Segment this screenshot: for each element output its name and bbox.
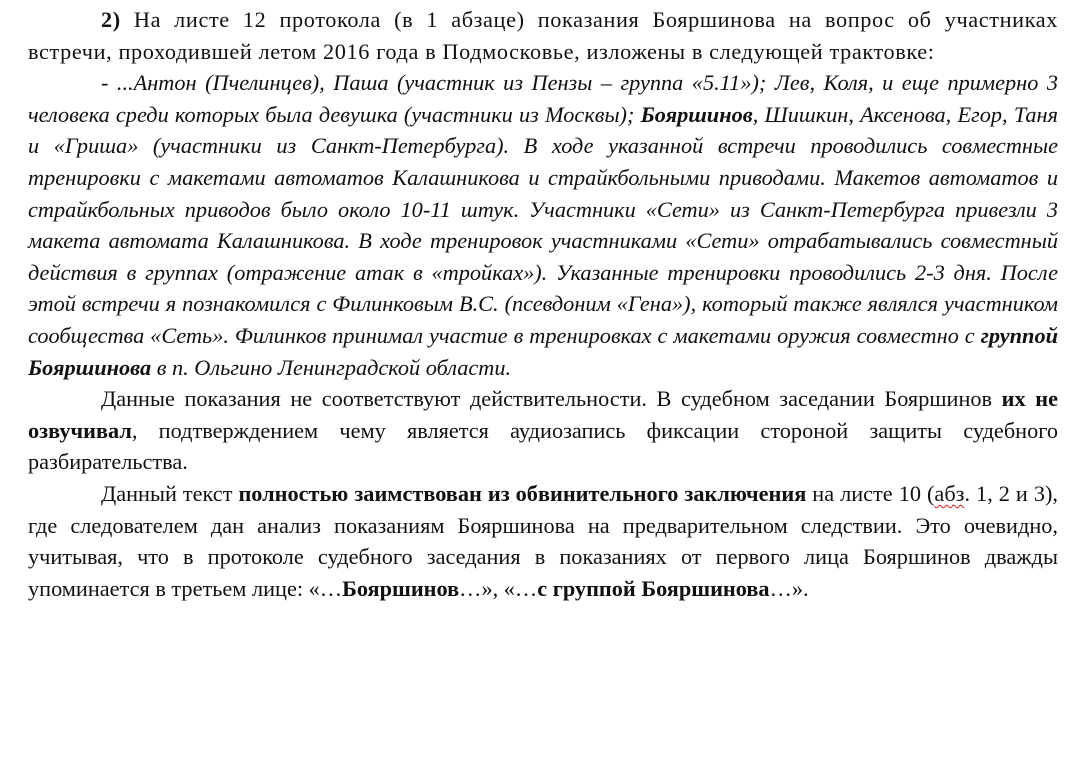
paragraph-2-part-1: Данные показания не соответствуют действительности. В судебном заседании Бояршинов xyxy=(101,386,1002,412)
quote-part-3: в п. Ольгино Ленинградской области. xyxy=(151,354,512,380)
paragraph-3-part-2: на листе 10 ( xyxy=(806,480,935,506)
paragraph-3-part-3: . 1, 2 и 3), где следователем дан анализ показаниям Бояршинова на предварительном следствии. Это очевидно, учитывая, что в протоколе судебного заседания в показаниях от первого лица Бояршинов дважды упоминается в третьем лице: «… xyxy=(28,480,1059,601)
quote-part-1: - ...Антон (Пчелинцев), Паша (участник из Пензы – группа «5.11»); Лев, Коля, и еще примерно 3 человека среди которых была девушка (участники из Москвы); xyxy=(28,70,1058,127)
paragraph-2-bold: их не озвучивал xyxy=(28,386,1058,443)
paragraph-2 xyxy=(28,383,1058,478)
paragraph-3-part-1: Данный текст xyxy=(101,480,239,506)
document-page xyxy=(28,4,1058,604)
quote-part-2: , Шишкин, Аксенова, Егор, Таня и «Гриша» (участники из Санкт-Петербурга). В ходе указанной встречи проводились совместные тренировки с макетами автоматов Калашникова и страйкбольными приводами. Макетов автоматов и страйкбольных приводов было около 10-11 штук. Участники «Сети» из Санкт-Петербурга привезли 3 макета автомата Калашникова. В ходе тренировок участниками «Сети» отрабатывались совместный действия в группах (отражение атак в «тройках»). Указанные тренировки проводились 2-3 дня. После этой встречи я познакомился с Филинковым В.С. (псевдоним «Гена»), который также являлся участником сообщества «Сеть». Филинков принимал участие в тренировках с макетами оружия совместно с xyxy=(28,101,1058,348)
paragraph-3-part-5: …». xyxy=(769,575,809,601)
quote-bold-group: группой Бояршинова xyxy=(28,322,1058,380)
quote-bold-name: Бояршинов xyxy=(640,101,753,127)
paragraph-1-text: На листе 12 протокола (в 1 абзаце) показания Бояршинова на вопрос об участниках встречи, проходившей летом 2016 года в Подмосковье, изложены в следующей трактовке: xyxy=(28,7,1058,64)
paragraph-1 xyxy=(28,4,1058,67)
paragraph-3-part-4: …», «… xyxy=(459,575,538,601)
paragraph-3 xyxy=(28,478,1058,604)
paragraph-3-bold-name: Бояршинов xyxy=(342,575,460,601)
paragraph-2-part-2: , подтверждением чему является аудиозапись фиксации стороной защиты судебного разбирательства. xyxy=(28,417,1058,475)
paragraph-number: 2) xyxy=(101,7,121,32)
spellcheck-underlined-word: абз xyxy=(934,480,965,506)
paragraph-3-bold-claim: полностью заимствован из обвинительного заключения xyxy=(238,480,807,506)
paragraph-3-bold-group: с группой Бояршинова xyxy=(537,575,770,601)
testimony-quote xyxy=(28,67,1058,383)
